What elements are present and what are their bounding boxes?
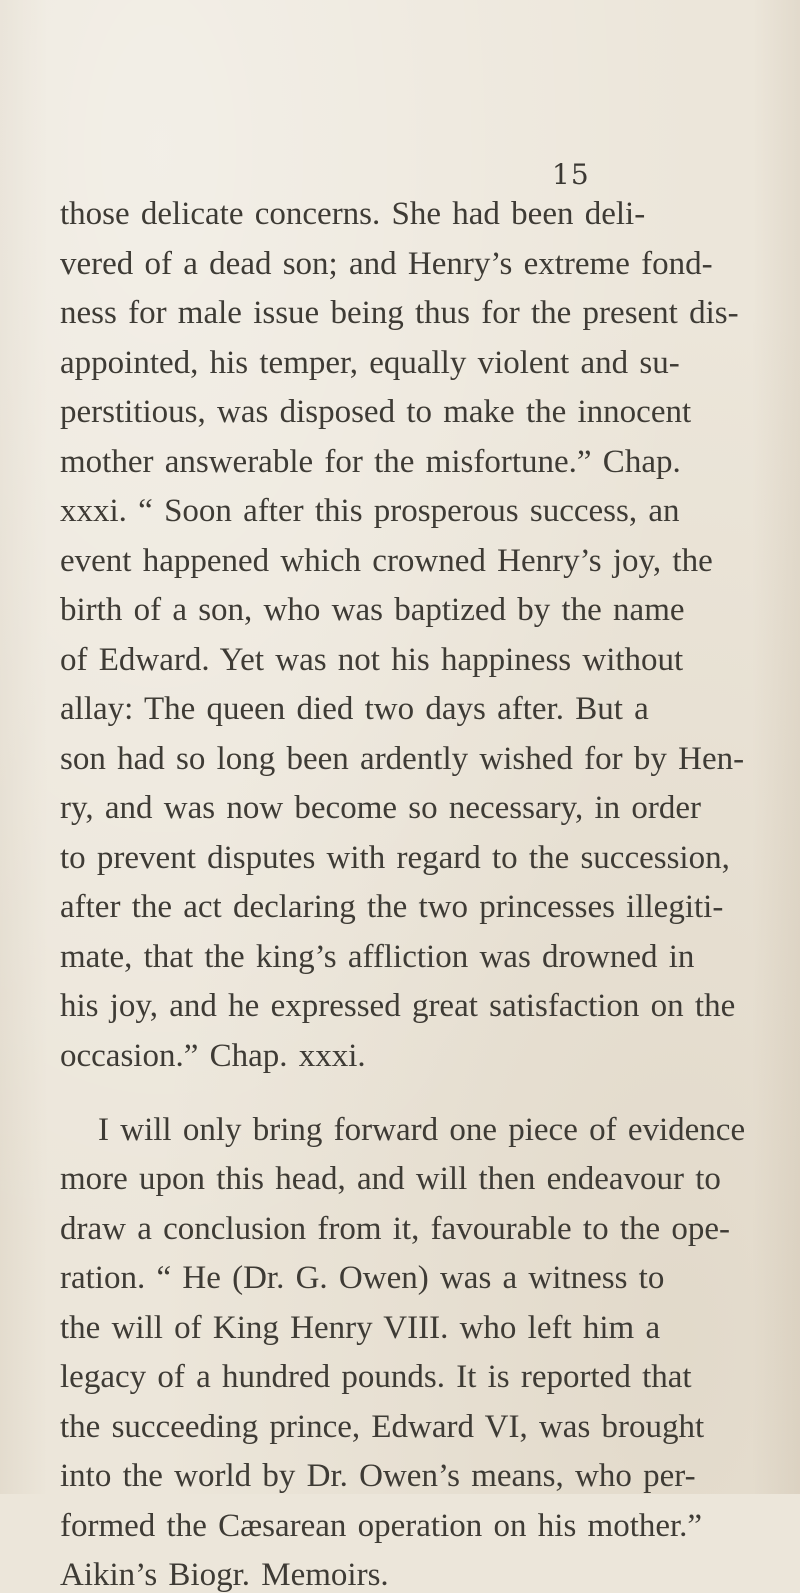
text-line: ration. “ He (Dr. G. Owen) was a witness to xyxy=(60,1260,665,1296)
text-line: his joy, and he expressed great satisfaction on the xyxy=(60,988,736,1024)
text-line: occasion.” Chap. xxxi. xyxy=(60,1038,366,1074)
text-line: those delicate concerns. She had been deli- xyxy=(60,196,646,232)
text-line: Aikin’s Biogr. Memoirs. xyxy=(60,1557,389,1593)
text-line: perstitious, was disposed to make the innocent xyxy=(60,394,692,430)
text-line: allay: The queen died two days after. But a xyxy=(60,691,649,727)
text-line: son had so long been ardently wished for by Hen- xyxy=(60,741,745,777)
text-line: ness for male issue being thus for the present dis- xyxy=(60,295,739,331)
text-line: mother answerable for the misfortune.” Chap. xyxy=(60,444,681,480)
text-line: mate, that the king’s affliction was drowned in xyxy=(60,939,695,975)
text-line: after the act declaring the two princesses illegiti- xyxy=(60,889,724,925)
text-line: formed the Cæsarean operation on his mother.” xyxy=(60,1508,703,1544)
text-line: more upon this head, and will then endeavour to xyxy=(60,1161,721,1197)
text-line: the succeeding prince, Edward VI, was brought xyxy=(60,1409,705,1445)
text-line: draw a conclusion from it, favourable to the ope- xyxy=(60,1211,731,1247)
text-line: I will only bring forward one piece of evidence xyxy=(98,1112,746,1148)
text-line: birth of a son, who was baptized by the name xyxy=(60,592,685,628)
text-line: appointed, his temper, equally violent and su- xyxy=(60,345,680,381)
text-line: vered of a dead son; and Henry’s extreme fond- xyxy=(60,246,713,282)
text-line: ry, and was now become so necessary, in order xyxy=(60,790,702,826)
text-line: of Edward. Yet was not his happiness without xyxy=(60,642,684,678)
text-line: to prevent disputes with regard to the succession, xyxy=(60,840,730,876)
page-number: 15 xyxy=(552,158,590,191)
text-line: legacy of a hundred pounds. It is reported that xyxy=(60,1359,692,1395)
text-line: the will of King Henry VIII. who left him a xyxy=(60,1310,661,1346)
text-line: into the world by Dr. Owen’s means, who per- xyxy=(60,1458,696,1494)
text-line: event happened which crowned Henry’s joy, the xyxy=(60,543,713,579)
text-line: xxxi. “ Soon after this prosperous success, an xyxy=(60,493,680,529)
